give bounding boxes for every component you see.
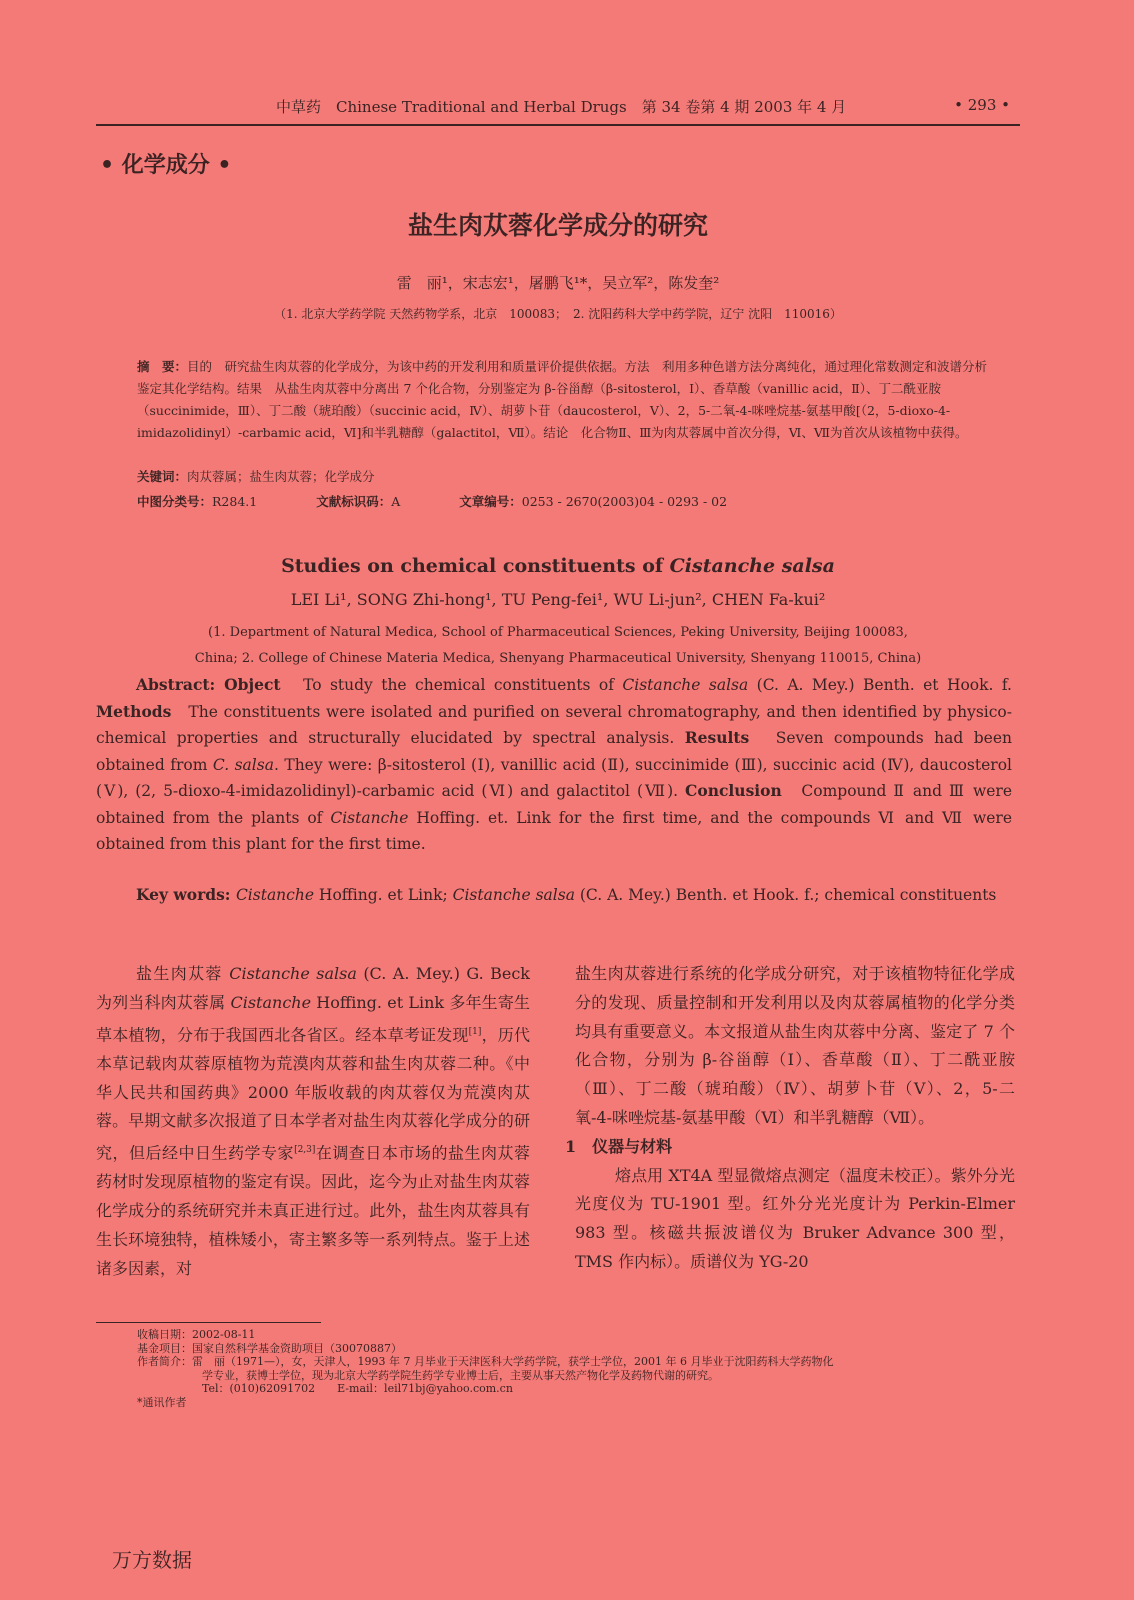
page-number: • 293 • <box>954 96 1010 114</box>
received-date: 收稿日期：2002-08-11 <box>137 1328 256 1341</box>
article-number: 文章编号：0253 - 2670(2003)04 - 0293 - 02 <box>459 494 728 509</box>
watermark: 万方数据 <box>112 1548 192 1572</box>
title-en-species: Cistanche salsa <box>669 555 835 577</box>
abstract-en: Abstract: Object To study the chemical constituents of Cistanche salsa (C. A. Mey.) Benth. et Hook. f. Methods The constituents were isolated and purified on several chromatography, and then identified by physico-chemical properties and structurally elucidated by spectral analysis. Results Seven compounds had been obtained from C. salsa. They were: β-sitosterol (Ⅰ), vanillic acid (Ⅱ), succinimide (Ⅲ), succinic acid (Ⅳ), daucosterol (Ⅴ), (2, 5-dioxo-4-imidazolidinyl)-carbamic acid (Ⅵ) and galactitol (Ⅶ). Conclusion Compound Ⅱ and Ⅲ were obtained from the plants of Cistanche Hoffing. et. Link for the first time, and the compounds Ⅵ and Ⅶ were obtained from this plant for the first time. <box>96 675 1013 853</box>
author-bio: 作者简介：雷 丽（1971—），女，天津人，1993 年 7 月毕业于天津医科大学药学院，获学士学位，2001 年 6 月毕业于沈阳药科大学药物化 <box>137 1355 834 1368</box>
keywords-cn-label: 关键词： <box>137 469 188 484</box>
section-label: • 化学成分 • <box>100 153 232 178</box>
classification-line <box>137 491 999 513</box>
journal-info: 中草药 Chinese Traditional and Herbal Drugs 第 34 卷第 4 期 2003 年 4 月 <box>276 98 847 116</box>
running-header <box>96 94 1020 120</box>
footnotes <box>137 1328 1007 1409</box>
paragraph-intro-end: 盐生肉苁蓉进行系统的化学成分研究，对于该植物特征化学成分的发现、质量控制和开发利用以及肉苁蓉属植物的化学分类均具有重要意义。本文报道从盐生肉苁蓉中分离、鉴定了 7 个化合物，分别为 β-谷甾醇（Ⅰ）、香草酸（Ⅱ）、丁二酰亚胺（Ⅲ）、丁二酸（琥珀酸）（Ⅳ）、胡萝卜苷（Ⅴ）、2，5-二氧-4-咪唑烷基-氨基甲酸（Ⅵ）和半乳糖醇（Ⅶ）。 <box>575 964 1015 1127</box>
keywords-cn-text: 肉苁蓉属；盐生肉苁蓉；化学成分 <box>187 469 375 484</box>
affiliations-en: (1. Department of Natural Medica, School of Pharmaceutical Sciences, Peking University, Beijing 100083, China; 2. College of Chinese Materia Medica, Shenyang Pharmaceutical University, Shenyang 110015, China) <box>194 625 922 666</box>
citation-1: [1] <box>468 1026 482 1037</box>
footnote-rule <box>96 1322 321 1323</box>
abstract-cn <box>137 356 999 444</box>
contact-info: Tel：(010)62091702 E-mail：leil71bj@yahoo.com.cn <box>202 1382 513 1395</box>
authors-en: LEI Li¹, SONG Zhi-hong¹, TU Peng-fei¹, WU Li-jun², CHEN Fa-kui² <box>290 590 826 609</box>
body-column-right <box>565 960 1015 1277</box>
paragraph-instruments: 熔点用 XT4A 型显微熔点测定（温度未校正）。紫外分光光度仪为 TU-1901 型。红外分光光度计为 Perkin-Elmer 983 型。核磁共振波谱仪为 Bruker Advance 300 型，TMS 作内标）。质谱仪为 YG-20 <box>575 1165 1015 1271</box>
affiliations-cn: （1. 北京大学药学院 天然药物学系，北京 100083； 2. 沈阳药科大学中药学院，辽宁 沈阳 110016） <box>274 307 842 321</box>
header-rule <box>96 124 1020 126</box>
fund-info: 基金项目：国家自然科学基金资助项目（30070887） <box>137 1341 402 1355</box>
body-column-left: 盐生肉苁蓉 Cistanche salsa (C. A. Mey.) G. Beck 为列当科肉苁蓉属 Cistanche Hoffing. et Link 多年生寄生草本植物，分布于我国西北各省区。经本草考证发现[1]，历代本草记载肉苁蓉原植物为荒漠肉苁蓉和盐生肉苁蓉二种。《中华人民共和国药典》2000 年版收载的肉苁蓉仅为荒漠肉苁蓉。早期文献多次报道了日本学者对盐生肉苁蓉化学成分的研究，但后经中日生药学专家[2,3]在调查日本市场的盐生肉苁蓉药材时发现原植物的鉴定有误。因此，迄今为止对盐生肉苁蓉化学成分的系统研究并未真正进行过。此外，盐生肉苁蓉具有生长环境独特，植株矮小，寄主繁多等一系列特点。鉴于上述诸多因素，对 <box>96 964 531 1278</box>
keywords-cn <box>137 466 999 488</box>
abstract-cn-label: 摘 要： <box>137 359 188 374</box>
clc-number: 中图分类号：R284.1 <box>137 494 258 509</box>
keywords-en: Key words: Cistanche Hoffing. et Link; Cistanche salsa (C. A. Mey.) Benth. et Hook. f.; chemical constituents <box>136 885 997 904</box>
title-cn: 盐生肉苁蓉化学成分的研究 <box>407 211 708 240</box>
section-1-heading: 1 仪器与材料 <box>565 1136 673 1156</box>
abstract-cn-text: 目的 研究盐生肉苁蓉的化学成分，为该中药的开发利用和质量评价提供依据。方法 利用多种色谱方法分离纯化，通过理化常数测定和波谱分析鉴定其化学结构。结果 从盐生肉苁蓉中分离出 7 个化合物，分别鉴定为 β-谷甾醇（β-sitosterol，Ⅰ）、香草酸（vanillic acid，Ⅱ）、丁二酰亚胺（succinimide，Ⅲ）、丁二酸（琥珀酸）（succinic acid，Ⅳ）、胡萝卜苷（daucosterol，Ⅴ）、2，5-二氧-4-咪唑烷基-氨基甲酸[（2，5-dioxo-4-imidazolidinyl）-carbamic acid，Ⅵ]和半乳糖醇（galactitol，Ⅶ）。结论 化合物Ⅱ、Ⅲ为肉苁蓉属中首次分得，Ⅵ、Ⅶ为首次从该植物中获得。 <box>137 359 988 440</box>
authors-cn: 雷 丽¹，宋志宏¹，屠鹏飞¹*，吴立军²，陈发奎² <box>396 274 720 292</box>
title-en: Studies on chemical constituents of Cistanche salsa <box>281 555 835 577</box>
document-code: 文献标识码：A <box>316 494 401 509</box>
citation-2-3: [2,3] <box>294 1145 316 1156</box>
corresponding-author-note: *通讯作者 <box>137 1395 187 1409</box>
author-bio-cont: 学专业，获博士学位，现为北京大学药学院生药学专业博士后，主要从事天然产物化学及药物代谢的研究。 <box>202 1368 719 1382</box>
